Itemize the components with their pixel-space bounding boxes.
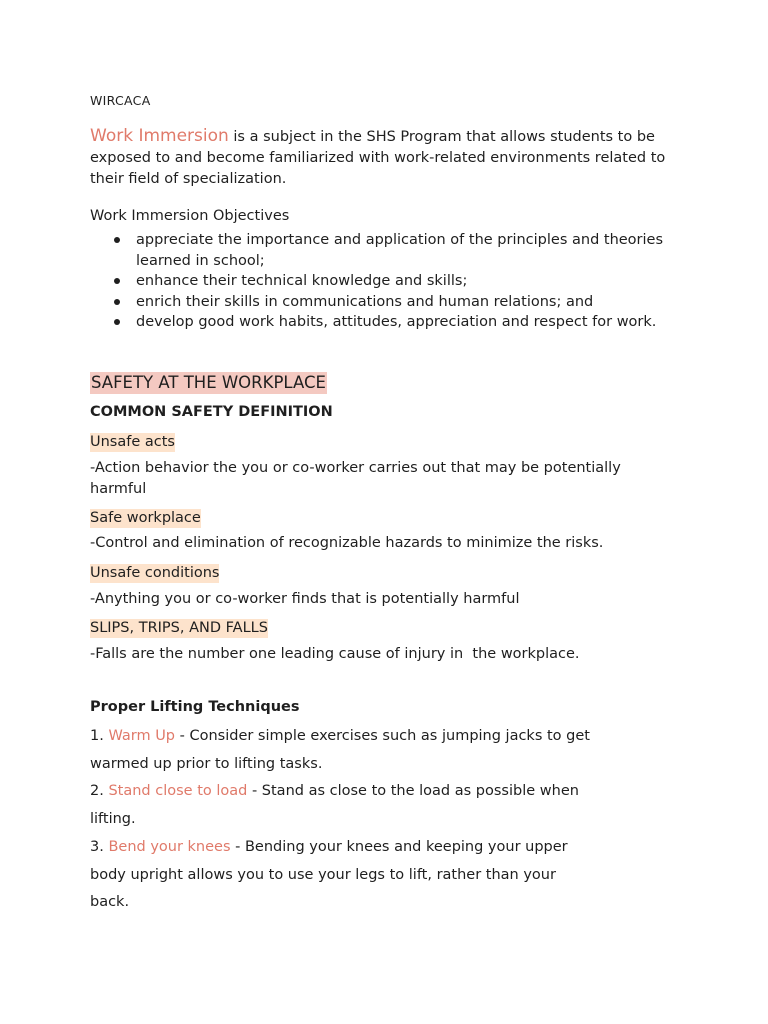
intro-text: is a subject in the SHS Program that allows students to be exposed to and become familiarized with work-related environments related to their field of specialization.: [90, 129, 666, 187]
list-item: appreciate the importance and application of the principles and theories learned in school;: [112, 230, 672, 271]
objectives-heading: Work Immersion Objectives: [90, 208, 290, 224]
definition-description: -Control and elimination of recognizable hazards to minimize the risks.: [90, 535, 604, 551]
term-highlight: Safe workplace: [90, 510, 201, 526]
lifting-step: [90, 723, 590, 778]
definition-description: -Falls are the number one leading cause of injury in the workplace.: [90, 646, 580, 662]
list-item: enrich their skills in communications and human relations; and: [112, 292, 672, 313]
term-highlight: SLIPS, TRIPS, AND FALLS: [90, 620, 268, 636]
intro-paragraph: [90, 126, 680, 190]
step-text: - Stand as close to the load as possible when lifting.: [90, 783, 579, 827]
definition-term: [90, 507, 201, 526]
step-term: Bend your knees: [108, 839, 231, 855]
definition-description: -Anything you or co-worker finds that is potentially harmful: [90, 591, 520, 607]
definition-term: [90, 562, 219, 581]
lifting-step: [90, 834, 570, 917]
step-number: 3.: [90, 839, 109, 855]
step-term: Warm Up: [108, 728, 176, 744]
step-number: 2.: [90, 783, 109, 799]
step-term: Stand close to load: [108, 783, 248, 799]
step-text: - Bending your knees and keeping your upper body upright allows you to use your legs to lift, rather than your back.: [90, 839, 568, 910]
section-title: SAFETY AT THE WORKPLACE: [91, 373, 326, 392]
definition-term: [90, 617, 268, 636]
intro-term: Work Immersion: [90, 126, 229, 146]
step-text: - Consider simple exercises such as jumping jacks to get warmed up prior to lifting tasks.: [90, 728, 590, 772]
section-subtitle: COMMON SAFETY DEFINITION: [90, 404, 333, 420]
list-item: enhance their technical knowledge and skills;: [112, 271, 672, 292]
lifting-heading: Proper Lifting Techniques: [90, 699, 300, 715]
step-number: 1.: [90, 728, 109, 744]
term-highlight: Unsafe conditions: [90, 565, 220, 581]
lifting-step: [90, 778, 590, 833]
objectives-list: [112, 230, 672, 333]
definition-description: -Action behavior the you or co-worker carries out that may be potentially harmful: [90, 460, 621, 497]
doc-label: WIRCACA: [90, 93, 151, 108]
term-highlight: Unsafe acts: [90, 434, 175, 450]
list-item: develop good work habits, attitudes, appreciation and respect for work.: [112, 312, 672, 333]
definition-term: [90, 431, 175, 450]
